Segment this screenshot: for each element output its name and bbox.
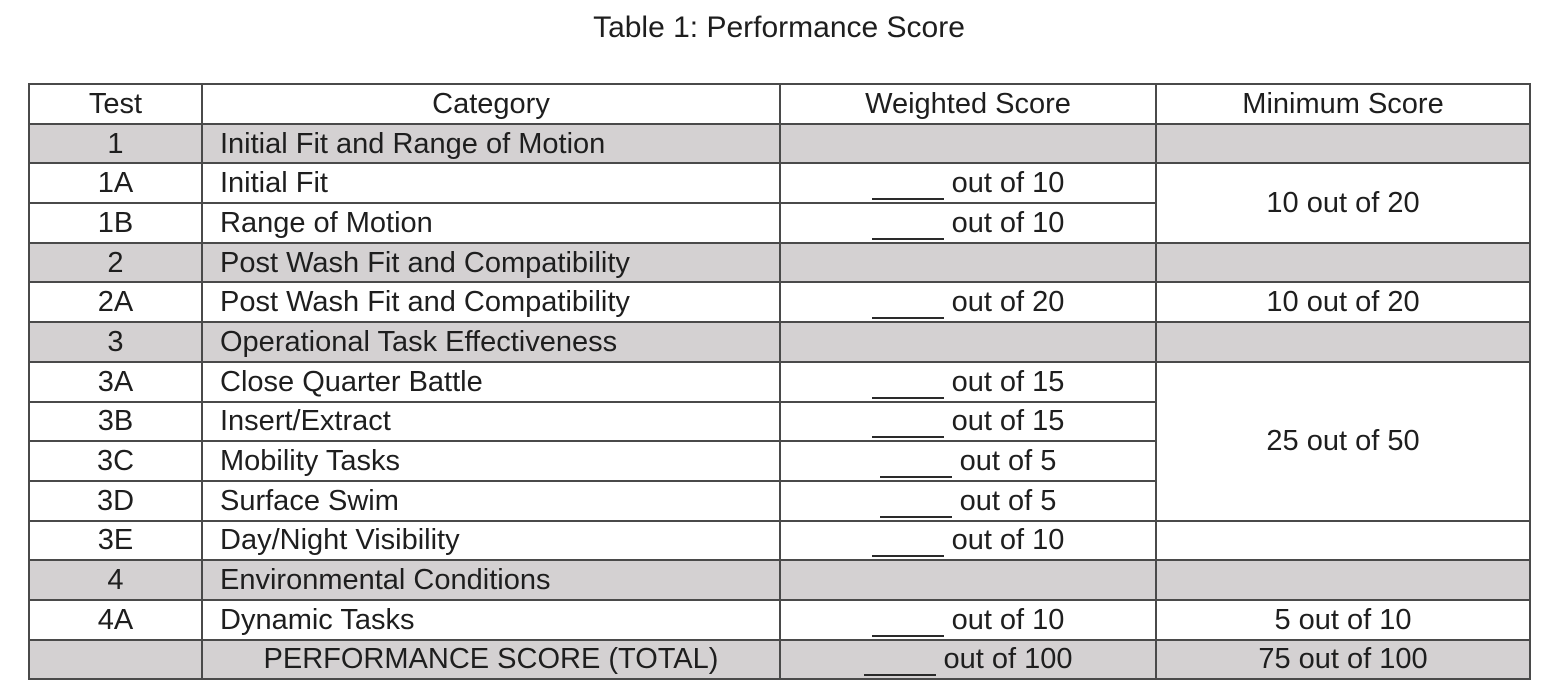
category-name: Initial Fit <box>202 163 780 203</box>
weighted-score-cell <box>780 560 1156 600</box>
weighted-score-text: out of 10 <box>951 167 1065 200</box>
test-id: 4A <box>29 600 202 640</box>
minimum-score-cell <box>1156 322 1530 362</box>
category-name: Mobility Tasks <box>202 441 780 481</box>
test-id: 3C <box>29 441 202 481</box>
test-id: 3E <box>29 521 202 561</box>
minimum-score-cell <box>1156 521 1530 561</box>
category-name: Surface Swim <box>202 481 780 521</box>
weighted-score-cell <box>780 402 1156 442</box>
total-label: PERFORMANCE SCORE (TOTAL) <box>202 640 780 680</box>
category-name: Environmental Conditions <box>202 560 780 600</box>
test-id: 2 <box>29 243 202 283</box>
total-test-cell <box>29 640 202 680</box>
weighted-score-cell <box>780 362 1156 402</box>
performance-score-table <box>28 83 1531 680</box>
header-test: Test <box>29 84 202 124</box>
weighted-score-text: out of 15 <box>951 365 1065 398</box>
score-blank-field[interactable] <box>872 371 944 399</box>
test-id: 1A <box>29 163 202 203</box>
table-row <box>29 243 1530 283</box>
weighted-score-cell <box>780 282 1156 322</box>
weighted-score-cell <box>780 441 1156 481</box>
score-blank-field[interactable] <box>864 648 936 676</box>
test-id: 2A <box>29 282 202 322</box>
header-category: Category <box>202 84 780 124</box>
table-row <box>29 163 1530 203</box>
test-id: 4 <box>29 560 202 600</box>
category-name: Initial Fit and Range of Motion <box>202 124 780 164</box>
weighted-score-text: out of 5 <box>959 445 1057 478</box>
table-row <box>29 362 1530 402</box>
score-blank-field[interactable] <box>872 410 944 438</box>
weighted-score-text: out of 10 <box>951 524 1065 557</box>
minimum-score-cell <box>1156 560 1530 600</box>
table-row <box>29 322 1530 362</box>
header-minimum-score: Minimum Score <box>1156 84 1530 124</box>
minimum-score-cell: 10 out of 20 <box>1156 282 1530 322</box>
minimum-score-cell <box>1156 124 1530 164</box>
table-row <box>29 521 1530 561</box>
test-id: 3D <box>29 481 202 521</box>
test-id: 3A <box>29 362 202 402</box>
category-name: Day/Night Visibility <box>202 521 780 561</box>
table-title: Table 1: Performance Score <box>593 11 965 44</box>
table-row <box>29 560 1530 600</box>
score-blank-field[interactable] <box>872 291 944 319</box>
total-minimum-score: 75 out of 100 <box>1156 640 1530 680</box>
category-name: Post Wash Fit and Compatibility <box>202 282 780 322</box>
score-blank-field[interactable] <box>880 490 952 518</box>
category-name: Operational Task Effectiveness <box>202 322 780 362</box>
test-id: 3B <box>29 402 202 442</box>
total-weighted-score-cell <box>780 640 1156 680</box>
score-blank-field[interactable] <box>872 609 944 637</box>
score-blank-field[interactable] <box>880 450 952 478</box>
header-row <box>29 84 1530 124</box>
weighted-score-cell <box>780 203 1156 243</box>
score-blank-field[interactable] <box>872 212 944 240</box>
weighted-score-text: out of 10 <box>951 206 1065 239</box>
test-id: 1 <box>29 124 202 164</box>
category-name: Dynamic Tasks <box>202 600 780 640</box>
weighted-score-cell <box>780 243 1156 283</box>
total-weighted-score-text: out of 100 <box>943 643 1073 676</box>
weighted-score-cell <box>780 600 1156 640</box>
table-row <box>29 282 1530 322</box>
minimum-score-cell: 25 out of 50 <box>1156 362 1530 521</box>
weighted-score-cell <box>780 124 1156 164</box>
weighted-score-cell <box>780 163 1156 203</box>
weighted-score-text: out of 15 <box>951 405 1065 438</box>
weighted-score-text: out of 10 <box>951 603 1065 636</box>
minimum-score-cell <box>1156 243 1530 283</box>
category-name: Post Wash Fit and Compatibility <box>202 243 780 283</box>
table-row <box>29 124 1530 164</box>
weighted-score-cell <box>780 521 1156 561</box>
table-row <box>29 600 1530 640</box>
header-weighted-score: Weighted Score <box>780 84 1156 124</box>
weighted-score-text: out of 20 <box>951 286 1065 319</box>
test-id: 3 <box>29 322 202 362</box>
weighted-score-cell <box>780 481 1156 521</box>
test-id: 1B <box>29 203 202 243</box>
weighted-score-text: out of 5 <box>959 484 1057 517</box>
score-blank-field[interactable] <box>872 529 944 557</box>
score-blank-field[interactable] <box>872 172 944 200</box>
minimum-score-cell: 5 out of 10 <box>1156 600 1530 640</box>
category-name: Close Quarter Battle <box>202 362 780 402</box>
minimum-score-cell: 10 out of 20 <box>1156 163 1530 242</box>
category-name: Insert/Extract <box>202 402 780 442</box>
total-row <box>29 640 1530 680</box>
weighted-score-cell <box>780 322 1156 362</box>
category-name: Range of Motion <box>202 203 780 243</box>
